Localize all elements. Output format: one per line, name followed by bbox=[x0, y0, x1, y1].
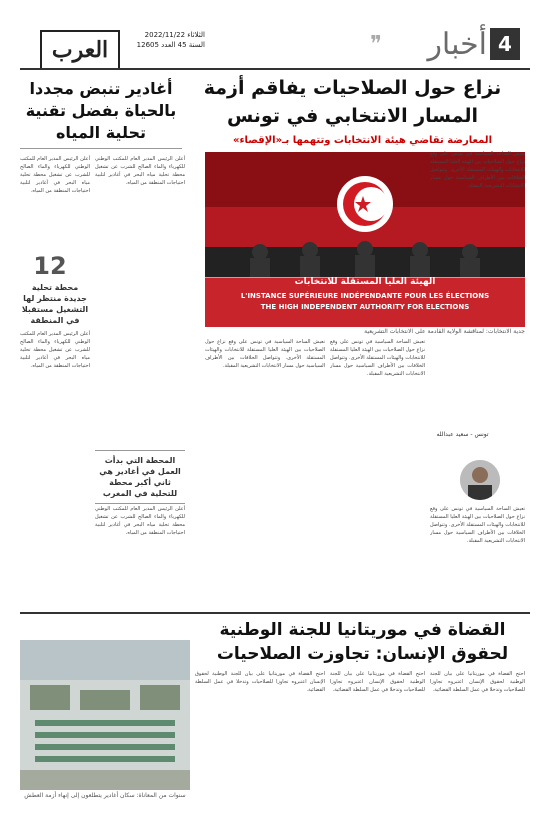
lead-body-col-3: تعيش الساحة السياسية في تونس على وقع نزاع حول الصلاحيات بين الهيئة العليا المستقلة للانتخابات والهيئات المستقلة الأخرى. وتتواصل الخلافات بين الأطراف السياسية حول مسار الانتخابات التشريعية المقبلة. bbox=[205, 339, 325, 369]
header-rule bbox=[20, 68, 530, 70]
section-name: أخبار bbox=[427, 27, 487, 62]
lead-body-col-2: تعيش الساحة السياسية في تونس على وقع نزاع حول الصلاحيات بين الهيئة العليا المستقلة للانتخابات والهيئات المستقلة الأخرى. وتتواصل الخلافات بين الأطراف السياسية حول مسار الانتخابات التشريعية المقبلة. bbox=[330, 339, 425, 377]
bottom-photo-caption: سنوات من المعاناة: سكان أغادير يتطلعون إلى إنهاء أزمة العطش bbox=[24, 792, 186, 799]
side-rule bbox=[20, 148, 182, 149]
issue-number: السنة 45 العدد 12605 bbox=[136, 41, 205, 49]
side-headline: أغادير تنبض مجددا بالحياة بفضل تقنية تحلية المياه bbox=[25, 79, 177, 142]
photo-banner-fr: L'INSTANCE SUPÉRIEURE INDÉPENDANTE POUR LES ÉLECTIONS bbox=[240, 292, 490, 300]
bottom-photo bbox=[20, 640, 190, 790]
bottom-headline: القضاة في موريتانيا للجنة الوطنية لحقوق الإنسان: تجاوزت الصلاحيات bbox=[216, 620, 509, 664]
bottom-body-col-3: احتج القضاة في موريتانيا على بيان للجنة الوطنية لحقوق الإنسان اعتبروه تجاوزا للصلاحيات وتدخلا في عمل السلطة القضائية. bbox=[195, 671, 325, 693]
side-pull-text: محطة تحلية جديدة منتظر لها التشغيل مستقبلا في المنطقة bbox=[21, 283, 89, 325]
lead-body-col-1: تعيش الساحة السياسية في تونس على وقع نزاع حول الصلاحيات بين الهيئة العليا المستقلة للانتخابات والهيئات المستقلة الأخرى. وتتواصل الخلافات بين الأطراف السياسية حول مسار الانتخابات التشريعية المقبلة. bbox=[430, 151, 525, 189]
lead-headline: نزاع حول الصلاحيات يفاقم أزمة المسار الانتخابي في تونس bbox=[203, 77, 502, 127]
issue-date: الثلاثاء 2022/11/22 bbox=[144, 31, 205, 39]
bottom-body-col-2: احتج القضاة في موريتانيا على بيان للجنة الوطنية لحقوق الإنسان اعتبروه تجاوزا للصلاحيات وتدخلا في عمل السلطة القضائية. bbox=[330, 671, 425, 693]
photo-banner-en: THE HIGH INDEPENDENT AUTHORITY FOR ELECTIONS bbox=[260, 303, 470, 311]
side-quote: المحطة التي بدأت العمل في أغادير هي ثاني أكبر محطة للتحلية في المغرب bbox=[95, 450, 185, 504]
quote-mark-icon: ❞ bbox=[370, 32, 382, 57]
brand-logo: العرب bbox=[40, 30, 120, 70]
side-body-col-1: أعلن الرئيس المدير العام للمكتب الوطني للكهرباء والماء الصالح للشرب عن تشغيل محطة تحلية مياه البحر في أغادير لتلبية احتياجات المنطقة من المياه. bbox=[95, 156, 185, 186]
bottom-body-col-1: احتج القضاة في موريتانيا على بيان للجنة الوطنية لحقوق الإنسان اعتبروه تجاوزا للصلاحيات وتدخلا في عمل السلطة القضائية. bbox=[430, 671, 525, 693]
side-body-col-3: أعلن الرئيس المدير العام للمكتب الوطني للكهرباء والماء الصالح للشرب عن تشغيل محطة تحلية مياه البحر في أغادير لتلبية احتياجات المنطقة من المياه. bbox=[20, 331, 90, 369]
photo-banner-ar: الهيئة العليا المستقلة للانتخابات bbox=[294, 277, 436, 287]
side-body-col-4: أعلن الرئيس المدير العام للمكتب الوطني للكهرباء والماء الصالح للشرب عن تشغيل محطة تحلية مياه البحر في أغادير لتلبية احتياجات المنطقة من المياه. bbox=[95, 506, 185, 536]
author-name: تونس - سعيد عبدالله bbox=[436, 431, 489, 438]
section-rule bbox=[20, 612, 530, 614]
lead-body-col-1b: تعيش الساحة السياسية في تونس على وقع نزاع حول الصلاحيات بين الهيئة العليا المستقلة للانتخابات والهيئات المستقلة الأخرى. وتتواصل الخلافات بين الأطراف السياسية حول مسار الانتخابات التشريعية المقبلة. bbox=[430, 506, 525, 544]
side-big-number: 12 bbox=[33, 252, 67, 280]
issue-info bbox=[125, 30, 205, 50]
lead-subheadline: المعارضة تقاضي هيئة الانتخابات وتتهمها بـ«الإقصاء» bbox=[232, 135, 492, 146]
section-number: 4 bbox=[490, 28, 520, 60]
lead-photo-caption: جدية الانتخابات: لمناقشة الولاية القادمة على الانتخابات التشريعية bbox=[364, 328, 525, 335]
side-body-col-2: أعلن الرئيس المدير العام للمكتب الوطني للكهرباء والماء الصالح للشرب عن تشغيل محطة تحلية مياه البحر في أغادير لتلبية احتياجات المنطقة من المياه. bbox=[20, 156, 90, 194]
author-avatar bbox=[460, 460, 500, 500]
